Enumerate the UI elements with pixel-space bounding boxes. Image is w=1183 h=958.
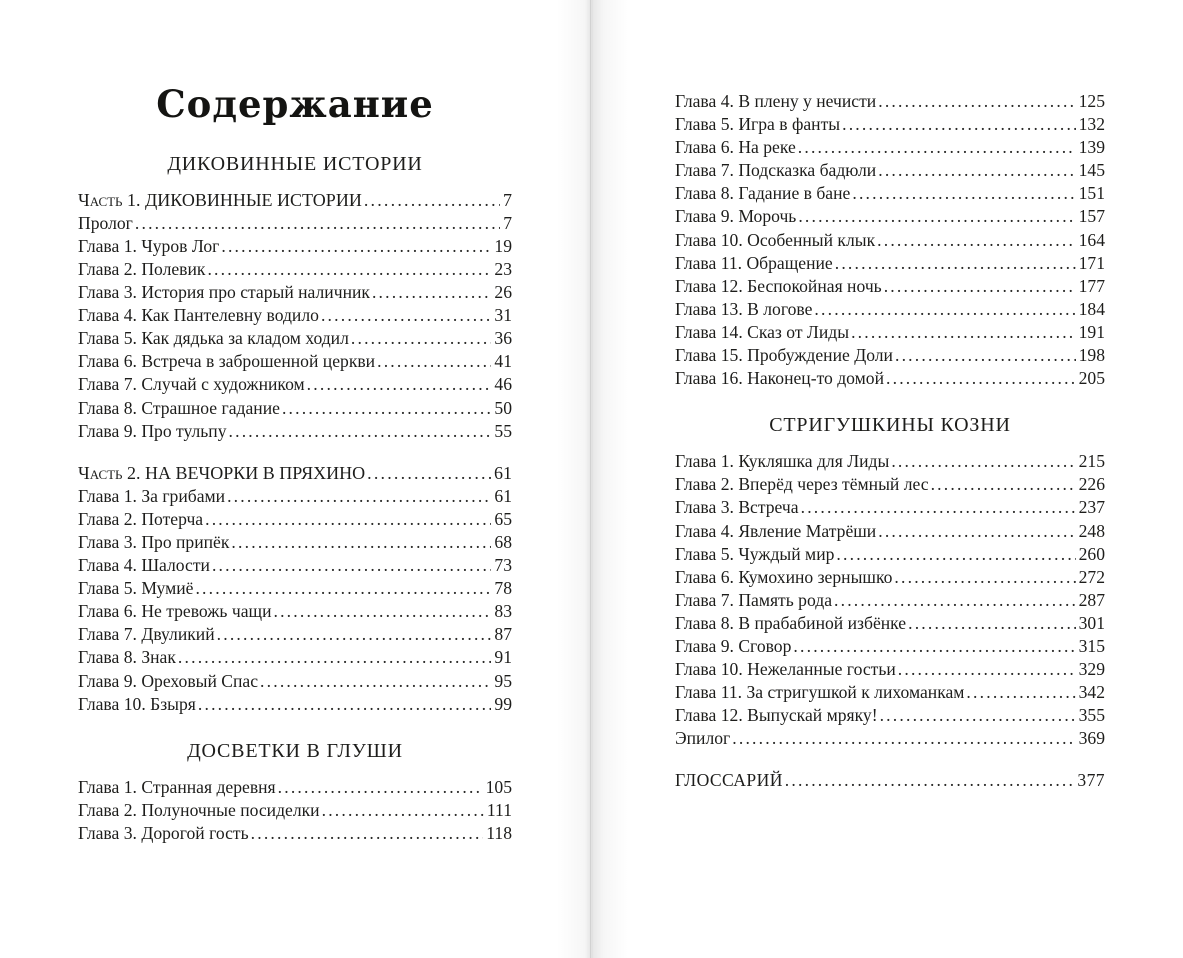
toc-entry-label: Глава 7. Подсказка бадюли bbox=[675, 160, 877, 181]
toc-entry-group bbox=[78, 776, 512, 845]
toc-entry bbox=[78, 822, 512, 845]
toc-entry-page: 287 bbox=[1078, 589, 1105, 610]
dot-leader bbox=[895, 344, 1076, 367]
toc-entry-page: 177 bbox=[1078, 275, 1105, 296]
toc-entry-page: 23 bbox=[494, 258, 512, 279]
toc-entry-page: 145 bbox=[1078, 160, 1105, 181]
toc-entry-page: 65 bbox=[494, 508, 512, 529]
toc-entry bbox=[78, 623, 512, 646]
dot-leader bbox=[878, 90, 1075, 113]
toc-entry bbox=[78, 693, 512, 716]
dot-leader bbox=[793, 635, 1075, 658]
toc-entry bbox=[78, 189, 512, 212]
toc-entry-label: Глава 5. Игра в фанты bbox=[675, 114, 841, 135]
dot-leader bbox=[834, 589, 1076, 612]
dot-leader bbox=[886, 367, 1076, 390]
toc-entry bbox=[78, 350, 512, 373]
dot-leader bbox=[307, 373, 492, 396]
toc-entry-label: Глава 5. Мумиё bbox=[78, 578, 194, 599]
dot-leader bbox=[785, 769, 1075, 792]
toc-entry-label: Глава 9. Ореховый Спас bbox=[78, 670, 259, 691]
toc-entry-page: 26 bbox=[494, 282, 512, 303]
toc-entry bbox=[675, 275, 1105, 298]
dot-leader bbox=[851, 321, 1076, 344]
toc-entry-label: Глава 6. На реке bbox=[675, 137, 796, 158]
toc-entry-label: Глава 4. Явление Матрёши bbox=[675, 520, 877, 541]
left-page-toc bbox=[78, 152, 512, 845]
toc-entry-page: 78 bbox=[494, 578, 512, 599]
toc-entry-label: Глава 4. Шалости bbox=[78, 555, 210, 576]
toc-entry-label: Пролог bbox=[78, 212, 133, 233]
dot-leader bbox=[195, 577, 491, 600]
toc-entry-label: Глава 7. Память рода bbox=[675, 589, 833, 610]
toc-entry-label: Глава 6. Кумохино зернышко bbox=[675, 566, 893, 587]
dot-leader bbox=[178, 646, 492, 669]
dot-leader bbox=[732, 727, 1075, 750]
toc-entry-label: Глава 10. Бзыря bbox=[78, 693, 196, 714]
toc-entry bbox=[78, 554, 512, 577]
toc-entry-page: 99 bbox=[494, 693, 512, 714]
toc-entry-page: 355 bbox=[1078, 705, 1105, 726]
toc-entry-label: Глава 3. Про припёк bbox=[78, 532, 230, 552]
toc-entry-page: 171 bbox=[1078, 252, 1105, 273]
toc-entry-page: 50 bbox=[494, 397, 512, 418]
dot-leader bbox=[372, 281, 491, 304]
toc-entry-label: Глава 4. В плену у нечисти bbox=[675, 91, 877, 111]
dot-leader bbox=[966, 681, 1075, 704]
dot-leader bbox=[231, 531, 491, 554]
toc-entry bbox=[78, 258, 512, 281]
toc-entry bbox=[675, 450, 1105, 473]
toc-entry-page: 118 bbox=[486, 822, 512, 843]
toc-entry-label: Глава 2. Полевик bbox=[78, 258, 206, 279]
toc-entry-page: 151 bbox=[1078, 183, 1105, 204]
dot-leader bbox=[229, 420, 492, 443]
toc-entry-page: 191 bbox=[1078, 321, 1105, 342]
toc-entry-label: Глава 3. Встреча bbox=[675, 497, 799, 518]
dot-leader bbox=[351, 327, 492, 350]
toc-entry-page: 237 bbox=[1078, 497, 1105, 518]
toc-entry bbox=[675, 205, 1105, 228]
section-heading: СТРИГУШКИНЫ КОЗНИ bbox=[769, 414, 1011, 437]
toc-entry-page: 83 bbox=[494, 601, 512, 622]
toc-entry-group bbox=[78, 462, 512, 716]
toc-entry-page: 226 bbox=[1078, 474, 1105, 495]
toc-entry bbox=[78, 235, 512, 258]
toc-entry-label: Глава 12. Выпускай мряку! bbox=[675, 705, 878, 726]
dot-leader bbox=[205, 508, 491, 531]
dot-leader bbox=[852, 182, 1075, 205]
dot-leader bbox=[273, 600, 491, 623]
toc-entry bbox=[675, 681, 1105, 704]
toc-entry bbox=[78, 646, 512, 669]
section-heading: ДИКОВИННЫЕ ИСТОРИИ bbox=[167, 152, 423, 175]
toc-entry-page: 41 bbox=[494, 351, 512, 372]
toc-entry bbox=[78, 776, 512, 799]
toc-entry-page: 248 bbox=[1078, 520, 1105, 541]
toc-entry-page: 272 bbox=[1078, 566, 1105, 587]
toc-entry-label: Глава 5. Чуждый мир bbox=[675, 543, 835, 564]
toc-entry bbox=[675, 520, 1105, 543]
toc-entry-group bbox=[78, 189, 512, 443]
dot-leader bbox=[207, 258, 491, 281]
toc-entry-label: Часть 2. НА ВЕЧОРКИ В ПРЯХИНО bbox=[78, 462, 366, 483]
dot-leader bbox=[217, 623, 492, 646]
toc-entry-page: 205 bbox=[1078, 368, 1105, 389]
toc-entry-page: 7 bbox=[503, 189, 512, 210]
dot-leader bbox=[880, 704, 1076, 727]
toc-entry-label: ГЛОССАРИЙ bbox=[675, 770, 783, 791]
toc-entry-page: 73 bbox=[494, 555, 512, 576]
toc-title: Содержание bbox=[156, 82, 434, 126]
toc-entry-page: 215 bbox=[1078, 451, 1105, 472]
toc-entry-group bbox=[675, 90, 1105, 390]
toc-entry bbox=[675, 159, 1105, 182]
toc-entry-label: Глава 1. За грибами bbox=[78, 485, 226, 506]
toc-entry bbox=[675, 727, 1105, 750]
toc-entry bbox=[675, 113, 1105, 136]
toc-entry-page: 329 bbox=[1078, 659, 1105, 680]
dot-leader bbox=[891, 450, 1075, 473]
toc-entry-page: 31 bbox=[494, 305, 512, 326]
toc-entry bbox=[675, 344, 1105, 367]
toc-entry-label: Глава 9. Про тульпу bbox=[78, 420, 227, 441]
toc-entry bbox=[78, 531, 512, 554]
dot-leader bbox=[894, 566, 1075, 589]
dot-leader bbox=[884, 275, 1076, 298]
toc-entry-page: 95 bbox=[494, 670, 512, 691]
toc-entry-page: 87 bbox=[494, 624, 512, 645]
toc-entry bbox=[675, 90, 1105, 113]
dot-leader bbox=[835, 252, 1076, 275]
right-page bbox=[591, 0, 1183, 958]
toc-entry-page: 315 bbox=[1078, 635, 1105, 656]
toc-entry-label: Глава 9. Морочь bbox=[675, 206, 797, 227]
toc-entry-label: Глава 2. Вперёд через тёмный лес bbox=[675, 474, 929, 495]
toc-entry-group bbox=[675, 450, 1105, 750]
toc-entry bbox=[78, 397, 512, 420]
toc-entry-label: Глава 13. В логове bbox=[675, 298, 813, 319]
toc-entry-page: 91 bbox=[494, 647, 512, 668]
left-page bbox=[0, 0, 591, 958]
toc-entry bbox=[675, 496, 1105, 519]
toc-entry-label: Глава 4. Как Пантелевну водило bbox=[78, 305, 319, 326]
toc-entry-label: Глава 5. Как дядька за кладом ходил bbox=[78, 328, 349, 349]
toc-entry-page: 125 bbox=[1078, 91, 1105, 111]
dot-leader bbox=[212, 554, 491, 577]
toc-entry-label: Эпилог bbox=[675, 728, 731, 749]
toc-entry-label: Глава 9. Сговор bbox=[675, 635, 792, 656]
toc-entry bbox=[78, 281, 512, 304]
toc-entry bbox=[675, 612, 1105, 635]
toc-entry bbox=[675, 136, 1105, 159]
toc-entry-page: 260 bbox=[1078, 543, 1105, 564]
toc-entry-page: 184 bbox=[1078, 298, 1105, 319]
toc-entry-page: 301 bbox=[1078, 612, 1105, 633]
toc-entry bbox=[675, 367, 1105, 390]
dot-leader bbox=[364, 189, 500, 212]
toc-entry-label: Глава 2. Полуночные посиделки bbox=[78, 799, 320, 820]
dot-leader bbox=[251, 822, 484, 845]
toc-entry-label: Глава 7. Двуликий bbox=[78, 624, 215, 645]
toc-entry-page: 132 bbox=[1078, 114, 1105, 135]
toc-entry bbox=[78, 485, 512, 508]
toc-entry-label: Глава 10. Особенный клык bbox=[675, 229, 876, 250]
toc-entry-label: Глава 10. Нежеланные гостьи bbox=[675, 659, 896, 680]
toc-entry-label: Глава 8. Страшное гадание bbox=[78, 397, 280, 418]
dot-leader bbox=[898, 658, 1076, 681]
dot-leader bbox=[798, 205, 1075, 228]
toc-entry-page: 164 bbox=[1078, 229, 1105, 250]
toc-entry-page: 139 bbox=[1078, 137, 1105, 158]
toc-entry-label: Глава 3. Дорогой гость bbox=[78, 822, 249, 843]
toc-entry-label: Глава 11. Обращение bbox=[675, 252, 833, 273]
toc-entry bbox=[675, 589, 1105, 612]
toc-entry-page: 19 bbox=[494, 235, 512, 256]
toc-entry bbox=[675, 321, 1105, 344]
toc-entry bbox=[78, 212, 512, 235]
toc-entry bbox=[78, 670, 512, 693]
toc-entry bbox=[675, 635, 1105, 658]
dot-leader bbox=[278, 776, 483, 799]
toc-entry-page: 61 bbox=[494, 462, 512, 483]
toc-entry-page: 157 bbox=[1078, 206, 1105, 227]
toc-entry-page: 55 bbox=[494, 420, 512, 441]
dot-leader bbox=[877, 229, 1075, 252]
toc-entry-label: Глава 8. Гадание в бане bbox=[675, 183, 851, 204]
toc-entry-page: 61 bbox=[494, 485, 512, 506]
dot-leader bbox=[260, 670, 491, 693]
dot-leader bbox=[878, 520, 1075, 543]
toc-entry bbox=[675, 704, 1105, 727]
toc-entry-label: Глава 16. Наконец-то домой bbox=[675, 368, 884, 389]
toc-entry bbox=[675, 298, 1105, 321]
toc-entry-page: 105 bbox=[485, 776, 512, 797]
dot-leader bbox=[842, 113, 1076, 136]
toc-entry bbox=[675, 473, 1105, 496]
toc-entry-label: Глава 2. Потерча bbox=[78, 508, 204, 529]
dot-leader bbox=[801, 496, 1076, 519]
toc-entry bbox=[78, 600, 512, 623]
toc-entry bbox=[675, 182, 1105, 205]
toc-entry-label: Глава 15. Пробуждение Доли bbox=[675, 345, 893, 366]
toc-entry-label: Глава 6. Не тревожь чащи bbox=[78, 601, 272, 622]
right-page-toc bbox=[675, 90, 1105, 793]
dot-leader bbox=[377, 350, 491, 373]
toc-entry bbox=[78, 799, 512, 822]
toc-entry bbox=[675, 566, 1105, 589]
toc-entry-page: 36 bbox=[494, 328, 512, 349]
dot-leader bbox=[198, 693, 492, 716]
toc-entry-page: 46 bbox=[494, 374, 512, 395]
toc-entry-page: 7 bbox=[503, 212, 512, 233]
toc-entry-page: 68 bbox=[494, 532, 512, 552]
toc-entry-label: Глава 1. Чуров Лог bbox=[78, 235, 220, 256]
dot-leader bbox=[227, 485, 491, 508]
toc-entry-label: Глава 12. Беспокойная ночь bbox=[675, 275, 882, 296]
toc-entry bbox=[78, 327, 512, 350]
toc-entry-label: Глава 6. Встреча в заброшенной церкви bbox=[78, 351, 376, 372]
section-heading: ДОСВЕТКИ В ГЛУШИ bbox=[187, 739, 403, 762]
toc-entry-label: Глава 1. Странная деревня bbox=[78, 776, 276, 797]
dot-leader bbox=[221, 235, 491, 258]
toc-entry bbox=[78, 420, 512, 443]
toc-entry-label: Глава 8. Знак bbox=[78, 647, 176, 668]
toc-entry bbox=[675, 229, 1105, 252]
toc-entry-label: Глава 7. Случай с художником bbox=[78, 374, 305, 395]
toc-entry-page: 198 bbox=[1078, 345, 1105, 366]
toc-entry-label: Глава 8. В прабабиной избёнке bbox=[675, 612, 907, 633]
toc-entry-label: Глава 3. История про старый наличник bbox=[78, 282, 370, 303]
dot-leader bbox=[908, 612, 1076, 635]
toc-entry bbox=[78, 577, 512, 600]
dot-leader bbox=[931, 473, 1076, 496]
toc-entry bbox=[675, 252, 1105, 275]
toc-entry bbox=[675, 658, 1105, 681]
dot-leader bbox=[321, 304, 491, 327]
dot-leader bbox=[367, 462, 491, 485]
toc-entry bbox=[675, 769, 1105, 792]
toc-entry-page: 377 bbox=[1077, 770, 1105, 791]
toc-entry-label: Часть 1. ДИКОВИННЫЕ ИСТОРИИ bbox=[78, 189, 362, 210]
toc-entry-page: 342 bbox=[1078, 682, 1105, 703]
dot-leader bbox=[814, 298, 1075, 321]
toc-entry-label: Глава 1. Кукляшка для Лиды bbox=[675, 451, 890, 472]
toc-entry bbox=[78, 304, 512, 327]
toc-entry-page: 369 bbox=[1078, 728, 1105, 749]
toc-entry-page: 111 bbox=[486, 799, 512, 820]
dot-leader bbox=[798, 136, 1076, 159]
toc-entry bbox=[78, 373, 512, 396]
toc-entry bbox=[78, 508, 512, 531]
toc-entry-label: Глава 14. Сказ от Лиды bbox=[675, 321, 850, 342]
dot-leader bbox=[878, 159, 1075, 182]
toc-entry bbox=[675, 543, 1105, 566]
dot-leader bbox=[836, 543, 1075, 566]
toc-entry-label: Глава 11. За стригушкой к лихоманкам bbox=[675, 682, 965, 703]
dot-leader bbox=[135, 212, 500, 235]
dot-leader bbox=[322, 799, 484, 822]
toc-entry bbox=[78, 462, 512, 485]
toc-entry-group bbox=[675, 769, 1105, 792]
dot-leader bbox=[282, 397, 491, 420]
